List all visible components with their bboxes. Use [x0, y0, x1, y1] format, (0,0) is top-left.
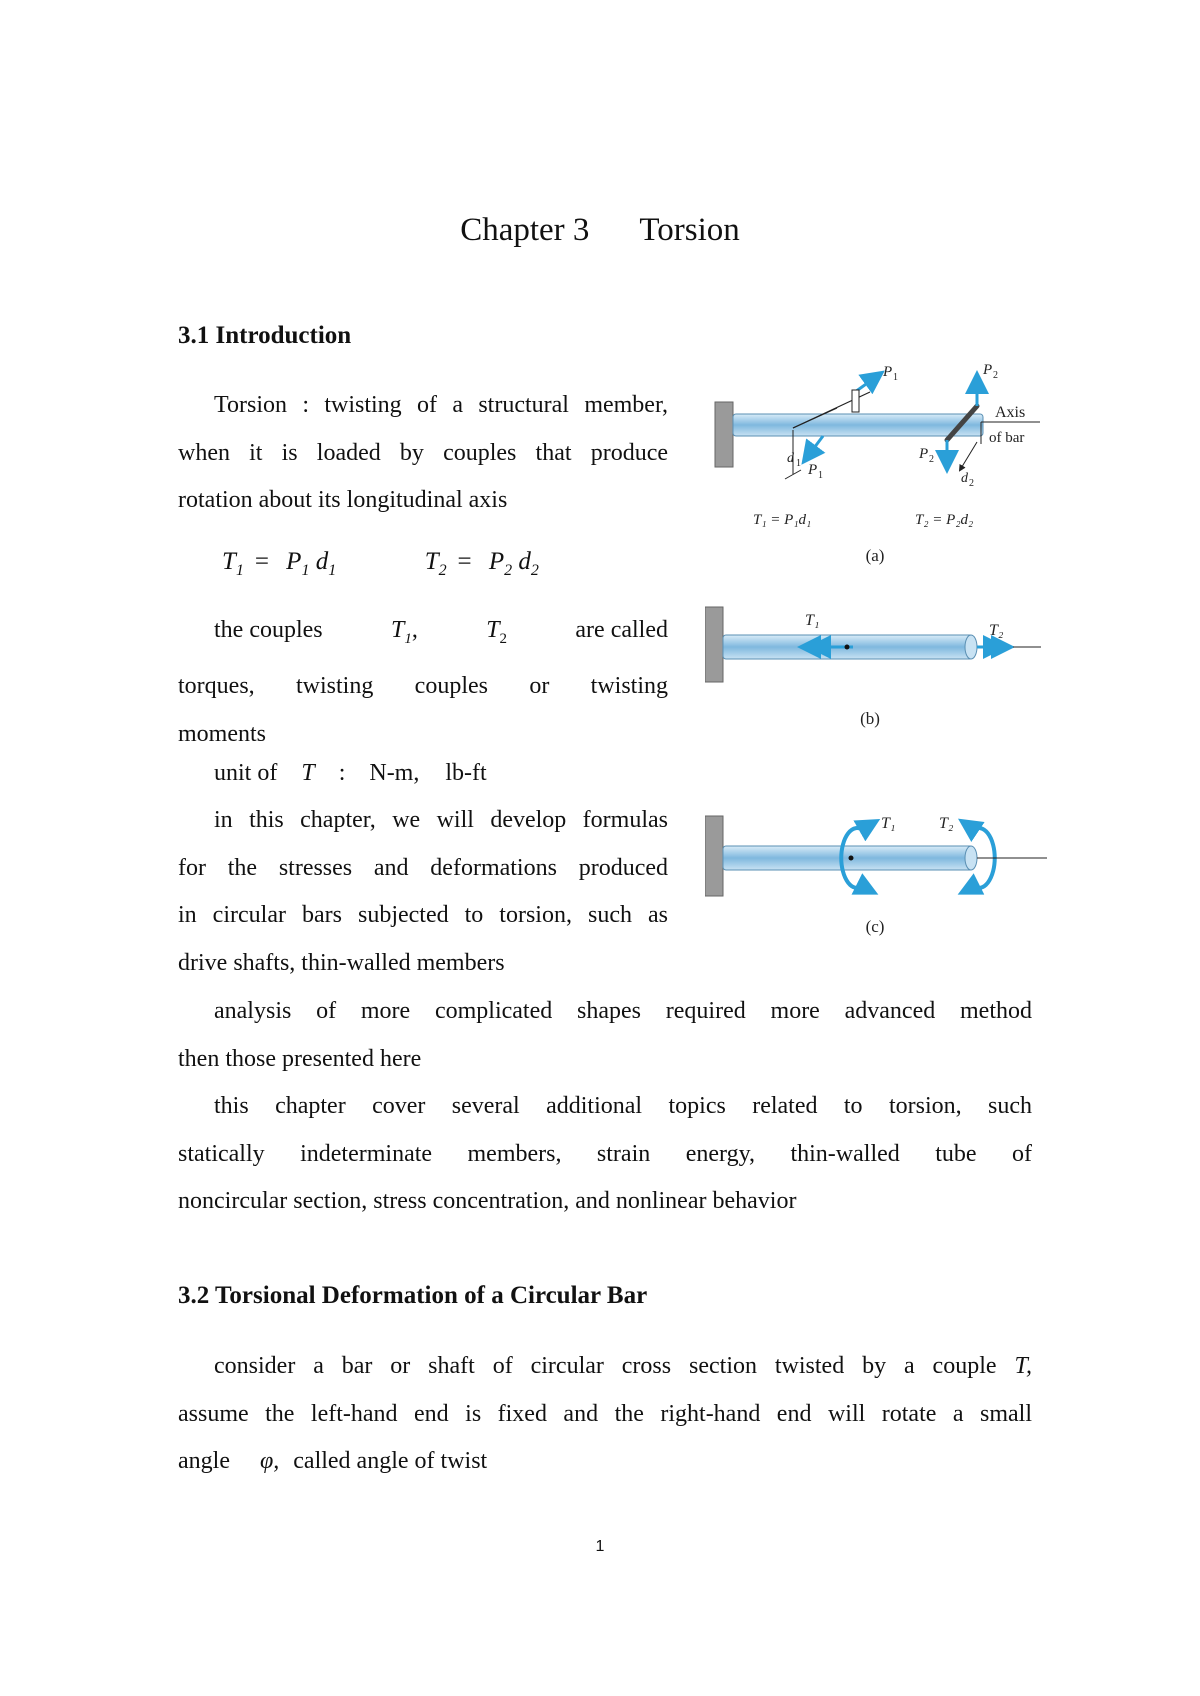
label-of-bar: of bar: [989, 430, 1025, 446]
text-line: torques, twisting couples or twisting: [178, 673, 668, 700]
figure-c-torque-curls: [705, 808, 1050, 938]
section-heading-torsional-deformation: 3.2 Torsional Deformation of a Circular Bar: [178, 1282, 648, 1309]
text-line: for the stresses and deformations produced: [178, 854, 668, 881]
chapter-number: Chapter 3: [460, 212, 590, 248]
wall-c: [705, 816, 723, 896]
torque-equations: $T_1 = P_1$ $d_1$ $T_2 = P_2$ $d_2$: [222, 548, 539, 579]
text-line: analysis of more complicated shapes required more advanced method: [214, 998, 1032, 1024]
label-p1-top: P: [883, 364, 893, 380]
figure-b-torque-vectors: [705, 605, 1045, 735]
label-t1-eq: T₁ = P₁d₁: [753, 512, 812, 528]
label-d1: d: [787, 451, 794, 466]
text-line: drive shafts, thin-walled members: [178, 949, 505, 976]
paragraph-chapter-scope: [178, 797, 668, 987]
label-p2-bottom: P: [919, 446, 929, 462]
text-line: when it is loaded by couples that produce: [178, 439, 668, 466]
text-line: then those presented here: [178, 1045, 422, 1072]
chapter-title: [0, 212, 1200, 249]
text-line: statically indeterminate members, strain energy, thin-walled tube of: [178, 1140, 1032, 1167]
svg-text:1: 1: [818, 470, 823, 481]
chapter-name: Torsion: [639, 212, 740, 248]
svg-text:2: 2: [993, 370, 998, 381]
unit-line: unit of T : N-m, lb-ft: [214, 760, 487, 786]
text-line: assume the left-hand end is fixed and the right-hand end will rotate a small: [178, 1400, 1032, 1427]
svg-text:1: 1: [796, 458, 801, 469]
bar-c: [723, 846, 973, 870]
svg-text:1: 1: [893, 372, 898, 383]
label-t1-c: T₁: [881, 815, 896, 832]
svg-text:2: 2: [969, 478, 974, 489]
label-t2-c: T₂: [939, 815, 954, 832]
paragraph-torsion-definition: [178, 382, 668, 525]
label-t2-eq: T₂ = P₂d₂: [915, 512, 974, 528]
paragraph-additional-topics: [178, 1083, 1032, 1226]
text-line: in this chapter, we will develop formulas: [214, 807, 668, 833]
paragraph-advanced-methods: [178, 988, 1032, 1083]
text-line: angle φ, called angle of twist: [178, 1448, 488, 1474]
figure-a-caption: (a): [865, 546, 885, 565]
label-axis: Axis: [995, 404, 1026, 421]
text-line: noncircular section, stress concentration, and nonlinear behavior: [178, 1188, 797, 1214]
text-line: this chapter cover several additional topics related to torsion, such: [214, 1093, 1032, 1119]
arrow-p1-down: [805, 436, 823, 460]
figure-b-caption: (b): [860, 709, 880, 728]
text-line: Torsion : twisting of a structural member,: [214, 392, 668, 418]
figure-a-bar-with-couples: [705, 362, 1045, 572]
wall-b: [705, 607, 723, 682]
paragraph-angle-of-twist: [178, 1343, 1032, 1486]
text-line: consider a bar or shaft of circular cross section twisted by a couple T,: [214, 1353, 1033, 1379]
label-t2-b: T₂: [989, 622, 1004, 639]
label-d2: d: [961, 471, 968, 486]
section-heading-introduction: 3.1 Introduction: [178, 322, 352, 349]
paragraph-couples: [178, 607, 668, 758]
bar-a: [733, 414, 983, 436]
svg-text:2: 2: [929, 454, 934, 465]
arrow-p1-up: [855, 374, 880, 392]
figure-c-caption: (c): [865, 917, 885, 936]
label-p1-bottom: P: [808, 462, 818, 478]
text-line: moments: [178, 720, 266, 747]
wall-a: [715, 402, 733, 467]
label-t1-b: T₁: [805, 612, 820, 629]
text-line: in circular bars subjected to torsion, such as: [178, 902, 668, 928]
text-line: the couples $T_1$, $T_2$ are called: [214, 617, 668, 647]
page-number: 1: [595, 1538, 605, 1555]
label-p2-top: P: [983, 362, 993, 378]
text-line: rotation about its longitudinal axis: [178, 487, 508, 513]
